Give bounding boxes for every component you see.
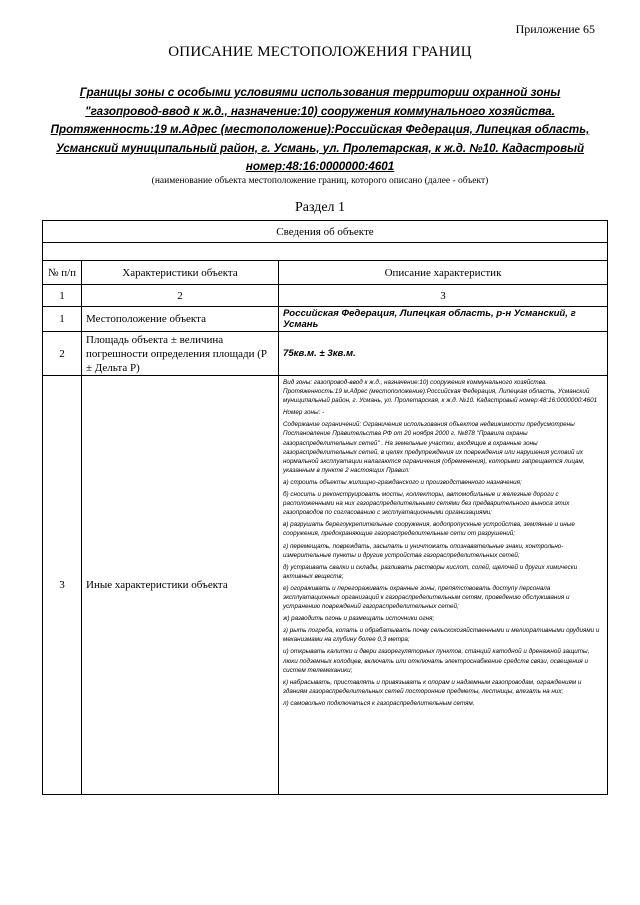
- column-number-row: [43, 285, 608, 307]
- object-table: [42, 220, 608, 795]
- detail-paragraph: з) рыть погреба, копать и обрабатывать почву сельскохозяйственными и мелиоративными орудиями и механизмами на глубину более 0,3 метра;: [283, 627, 600, 644]
- detail-paragraph: ж) разводить огонь и размещать источники огня;: [283, 615, 435, 623]
- table-row: [43, 332, 608, 376]
- detail-paragraph: а) строить объекты жилищно-гражданского и производственного назначения;: [283, 478, 522, 486]
- row-number: 3: [43, 376, 82, 795]
- detail-paragraph: л) самовольно подключаться к газораспределительным сетям.: [283, 699, 475, 707]
- detail-paragraph: Номер зоны: -: [283, 409, 325, 417]
- row-characteristic: Местоположение объекта: [82, 307, 279, 332]
- row-value: Российская Федерация, Липецкая область, р-н Усманский, г Усмань: [279, 307, 608, 332]
- restrictions-cell: [279, 376, 608, 795]
- col-header-characteristic: Характеристики объекта: [82, 261, 279, 285]
- detail-paragraph: Содержание ограничений: Ограничения использования объектов недвижимости предусмотрены Постановление Правительства РФ от 20 ноября 2000 г. №878 "Правила охраны газораспределительных сетей" . На земельные участки, входящие в охранные зоны газораспределительных сетей, в целях предупреждения их повреждения или нарушения условий их нормальной эксплуатации налагаются ограничения (обременения), которыми запрещается лицам, указанным в пункте 2 настоящих Правил:: [283, 421, 585, 474]
- row-characteristic: Иные характеристики объекта: [82, 376, 279, 795]
- table-heading: Сведения об объекте: [43, 221, 608, 243]
- document-title: ОПИСАНИЕ МЕСТОПОЛОЖЕНИЯ ГРАНИЦ: [168, 44, 472, 60]
- col-number: 2: [82, 285, 279, 307]
- row-value: 75кв.м. ± 3кв.м.: [279, 332, 608, 376]
- row-number: 2: [43, 332, 82, 376]
- object-caption: (наименование объекта местоположение границ, которого описано (далее - объект): [151, 176, 489, 186]
- detail-paragraph: Вид зоны: газопровод-ввод к ж.д., назначение:10) сооружения коммунального хозяйства. Протяженность:19 м.Адрес (местоположение):Российская Федерация, Липецкая область, Усманский муниципальный район, г. Усмань, ул. Пролетарская, к ж.д. №10. Кадастровый номер:48:16:0000000:4601: [283, 379, 598, 405]
- detail-paragraph: д) устраивать свалки и склады, разливать растворы кислот, солей, щелочей и других химически активных веществ;: [283, 563, 578, 580]
- appendix-label: Приложение 65: [515, 22, 595, 36]
- col-number: 1: [43, 285, 82, 307]
- col-number: 3: [279, 285, 608, 307]
- header-row: [43, 261, 608, 285]
- detail-paragraph: в) разрушать берегоукрепительные сооружения, водопропускные устройства, земляные и иные сооружения, предохраняющие газораспределительные сети от разрушений;: [283, 521, 575, 538]
- col-header-number: № п/п: [43, 261, 82, 285]
- table-row: [43, 376, 608, 795]
- zone-title: Границы зоны с особыми условиями использования территории охранной зоны "газопровод-ввод к ж.д., назначение:10) сооружения коммунального хозяйства. Протяженность:19 м.Адрес (местоположение):Российская Федерация, Липецкая область, Усманский муниципальный район, г. Усмань, ул. Пролетарская, к ж.д. №10. Кадастровый номер:48:16:0000000:4601: [50, 86, 590, 173]
- row-characteristic: Площадь объекта ± величина погрешности определения площади (P ± Дельта P): [82, 332, 279, 376]
- detail-paragraph: и) открывать калитки и двери газорегуляторных пунктов, станций катодной и дренажной защиты, люки подземных колодцев, включать или отключать электроснабжение средств связи, освещения и систем телемеханики;: [283, 648, 590, 674]
- detail-paragraph: к) набрасывать, приставлять и привязывать к опорам и надземным газопроводам, ограждениям и зданиям газораспределительных сетей посторонние предметы, лестницы, влезать на них;: [283, 678, 582, 695]
- detail-paragraph: г) перемещать, повреждать, засыпать и уничтожать опознавательные знаки, контрольно-измерительные пункты и другие устройства газораспределительных сетей;: [283, 542, 564, 559]
- section-title: Раздел 1: [294, 200, 346, 215]
- col-header-description: Описание характеристик: [279, 261, 608, 285]
- detail-paragraph: е) огораживать и перегораживать охранные зоны, препятствовать доступу персонала эксплуатационных организаций к газораспределительным сетям, проведению обслуживания и устранению повреждений газораспределительных сетей;: [283, 584, 570, 611]
- row-number: 1: [43, 307, 82, 332]
- table-row: [43, 307, 608, 332]
- detail-paragraph: б) сносить и реконструировать мосты, коллекторы, автомобильные и железные дороги с расположенными на них газораспределительными сетями без предварительного выноса этих газопроводов по согласованию с эксплуатационными организациями;: [283, 491, 570, 517]
- empty-row: [43, 243, 608, 261]
